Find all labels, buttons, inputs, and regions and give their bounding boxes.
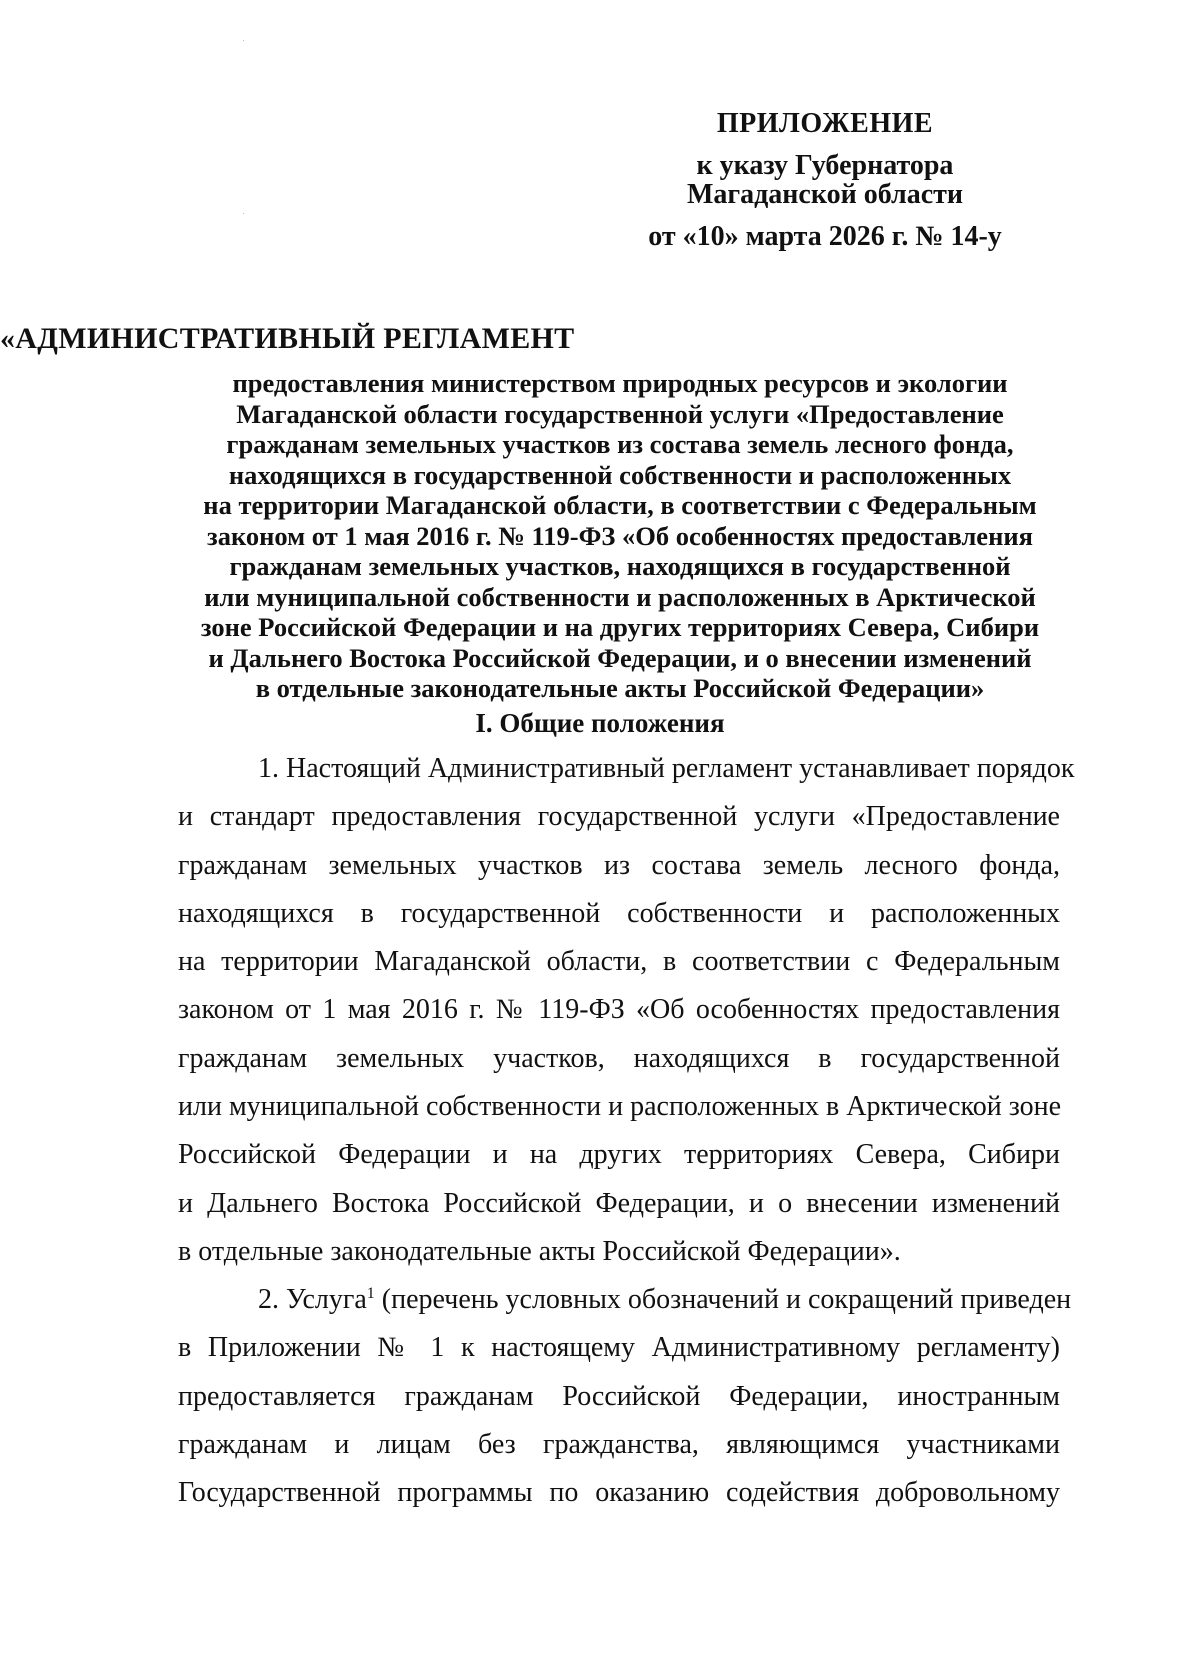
subtitle-line: законом от 1 мая 2016 г. № 119-ФЗ «Об особенностях предоставления	[207, 520, 1033, 551]
paragraph-line: в Приложении № 1 к настоящему Административному регламенту)	[178, 1332, 1060, 1364]
subtitle-line: и Дальнего Востока Российской Федерации, и о внесении изменений	[208, 642, 1032, 673]
subtitle-line: гражданам земельных участков из состава земель лесного фонда,	[226, 429, 1014, 459]
regulation-title: «АДМИНИСТРАТИВНЫЙ РЕГЛАМЕНТ	[0, 322, 575, 355]
paragraph-lead: 2. Услуга	[258, 1284, 367, 1315]
footnote-mark[interactable]: 1	[366, 1285, 375, 1302]
paragraph-line: гражданам земельных участков, находящихся в государственной	[178, 1042, 1060, 1074]
paragraph-1	[178, 745, 1075, 1276]
paragraph-line: 1. Настоящий Административный регламент устанавливает порядок	[258, 753, 1075, 784]
paragraph-line: находящихся в государственной собственности и расположенных	[178, 897, 1060, 929]
appendix-heading: ПРИЛОЖЕНИЕ	[716, 108, 934, 139]
scan-artifact-dot	[243, 213, 244, 214]
paragraph-line	[178, 1276, 1072, 1324]
subtitle-line: или муниципальной собственности и расположенных в Арктической	[204, 581, 1036, 612]
subtitle-line: Магаданской области государственной услуги «Предоставление	[236, 398, 1004, 429]
subtitle-line: на территории Магаданской области, в соответствии с Федеральным	[203, 490, 1037, 520]
subtitle-line: находящихся в государственной собственности и расположенных	[228, 459, 1012, 490]
paragraph-line: гражданам земельных участков из состава земель лесного фонда,	[178, 849, 1060, 881]
paragraph-line: на территории Магаданской области, в соответствии с Федеральным	[178, 946, 1060, 978]
appendix-line-date-number: от «10» марта 2026 г. № 14-у	[648, 221, 1002, 252]
paragraph-line: предоставляется гражданам Российской Федерации, иностранным	[178, 1380, 1060, 1412]
section-heading: I. Общие положения	[475, 708, 725, 738]
appendix-line-region: Магаданской области	[686, 179, 964, 210]
paragraph-line-rest: (перечень условных обозначений и сокращений приведен	[374, 1284, 1072, 1315]
paragraph-line: или муниципальной собственности и расположенных в Арктической зоне	[178, 1091, 1062, 1123]
paragraph-line: Государственной программы по оказанию содействия добровольному	[178, 1477, 1060, 1509]
paragraph-line: законом от 1 мая 2016 г. № 119-ФЗ «Об особенностях предоставления	[178, 994, 1060, 1026]
paragraph-line: и Дальнего Востока Российской Федерации, и о внесении изменений	[178, 1187, 1060, 1219]
subtitle-line: предоставления министерством природных ресурсов и экологии	[232, 368, 1008, 398]
subtitle-line: в отдельные законодательные акты Российской Федерации»	[255, 673, 985, 703]
paragraph-line: в отдельные законодательные акты Российской Федерации».	[178, 1235, 901, 1267]
paragraph-2	[178, 1276, 1072, 1517]
appendix-line-decree: к указу Губернатора	[696, 150, 954, 181]
scan-artifact-dot	[243, 40, 244, 41]
subtitle-line: зоне Российской Федерации и на других территориях Севера, Сибири	[200, 612, 1040, 642]
subtitle-line: гражданам земельных участков, находящихся в государственной	[229, 551, 1011, 581]
paragraph-line: и стандарт предоставления государственной услуги «Предоставление	[178, 801, 1060, 833]
paragraph-line: гражданам и лицам без гражданства, являющимся участниками	[178, 1428, 1060, 1460]
paragraph-line: Российской Федерации и на других территориях Севера, Сибири	[178, 1139, 1060, 1171]
regulation-subtitle	[175, 368, 1065, 704]
